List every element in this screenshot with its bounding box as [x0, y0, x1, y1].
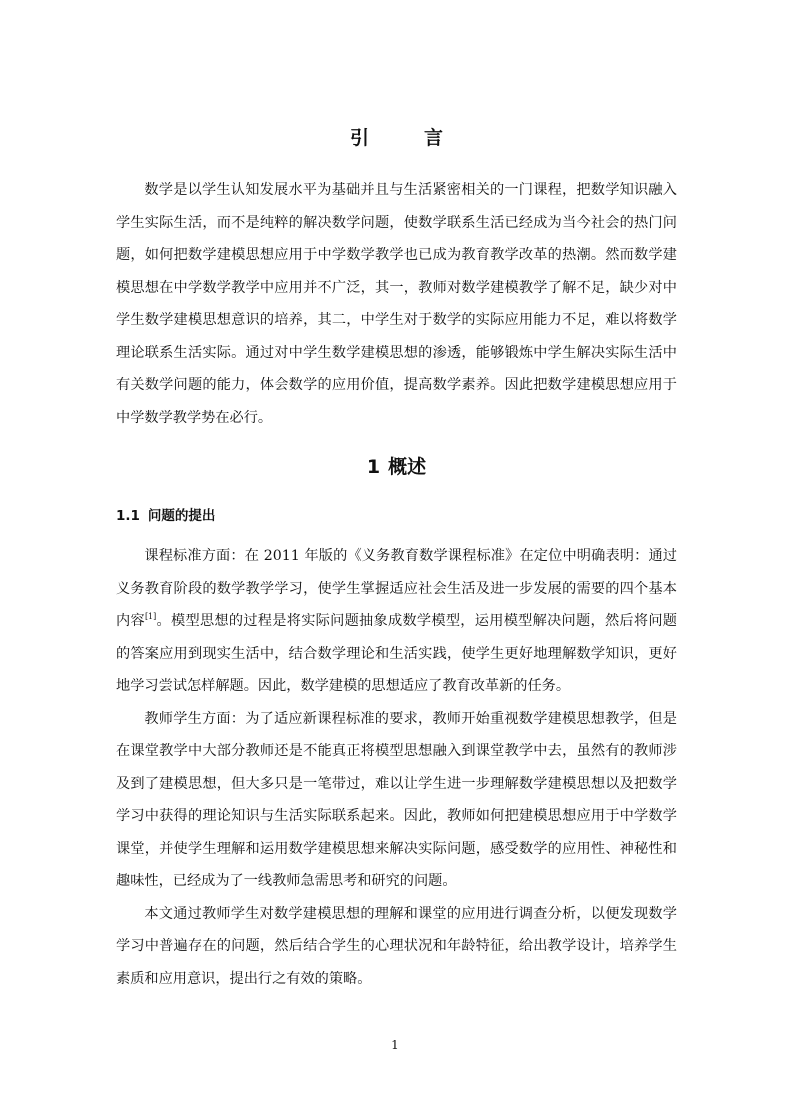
section-number: 1 — [366, 456, 381, 478]
paragraph-1-text-a: 课程标准方面：在 2011 年版的《义务教育数学课程标准》在定位中明确表明：通过义务教育阶段的数学教学学习，使学生掌握适应社会生活及进一步发展的需要的四个基本内容 — [116, 548, 677, 629]
page-number: 1 — [391, 1038, 399, 1052]
paragraph-1-text-b: 。模型思想的过程是将实际问题抽象成数学模型，运用模型解决问题，然后将问题的答案应用到现实生活中，结合数学理论和生活实践，使学生更好地理解数学知识，更好地学习尝试怎样解题。因此，数学建模的思想适应了教育改革新的任务。 — [116, 613, 677, 694]
body-paragraph-3: 本文通过教师学生对数学建模思想的理解和课堂的应用进行调查分析，以便发现数学学习中普遍存在的问题，然后结合学生的心理状况和年龄特征，给出教学设计，培养学生素质和应用意识，提出行之有效的策略。 — [116, 905, 677, 987]
subsection-number: 1.1 — [116, 508, 140, 524]
section-title — [116, 452, 677, 482]
subsection-title-text: 问题的提出 — [147, 508, 216, 524]
citation-marker[interactable]: [1] — [144, 612, 157, 621]
page-content — [116, 124, 677, 995]
body-paragraph-1 — [116, 540, 677, 703]
body-paragraph-2: 教师学生方面：为了适应新课程标准的要求，教师开始重视数学建模思想教学，但是在课堂教学中大部分教师还是不能真正将模型思想融入到课堂教学中去，虽然有的教师涉及到了建模思想，但大多只是一笔带过，难以让学生进一步理解数学建模思想以及把数学学习中获得的理论知识与生活实际联系起来。因此，教师如何把建模思想应用于中学数学课堂，并使学生理解和运用数学建模思想来解决实际问题，感受数学的应用性、神秘性和趣味性，已经成为了一线教师急需思考和研究的问题。 — [116, 710, 677, 889]
section-title-text: 概述 — [388, 456, 427, 478]
subsection-title — [116, 504, 677, 528]
intro-paragraph: 数学是以学生认知发展水平为基础并且与生活紧密相关的一门课程，把数学知识融入学生实际生活，而不是纯粹的解决数学问题，使数学联系生活已经成为当今社会的热门问题，如何把数学建模思想应用于中学数学教学也已成为教育教学改革的热潮。然而数学建模思想在中学数学教学中应用并不广泛，其一，教师对数学建模教学了解不足，缺少对中学生数学建模思想意识的培养，其二，中学生对于数学的实际应用能力不足，难以将数学理论联系生活实际。通过对中学生数学建模思想的渗透，能够锻炼中学生解决实际生活中有关数学问题的能力，体会数学的应用价值，提高数学素养。因此把数学建模思想应用于中学数学教学势在必行。 — [116, 182, 677, 426]
intro-title: 引 言 — [349, 127, 461, 149]
